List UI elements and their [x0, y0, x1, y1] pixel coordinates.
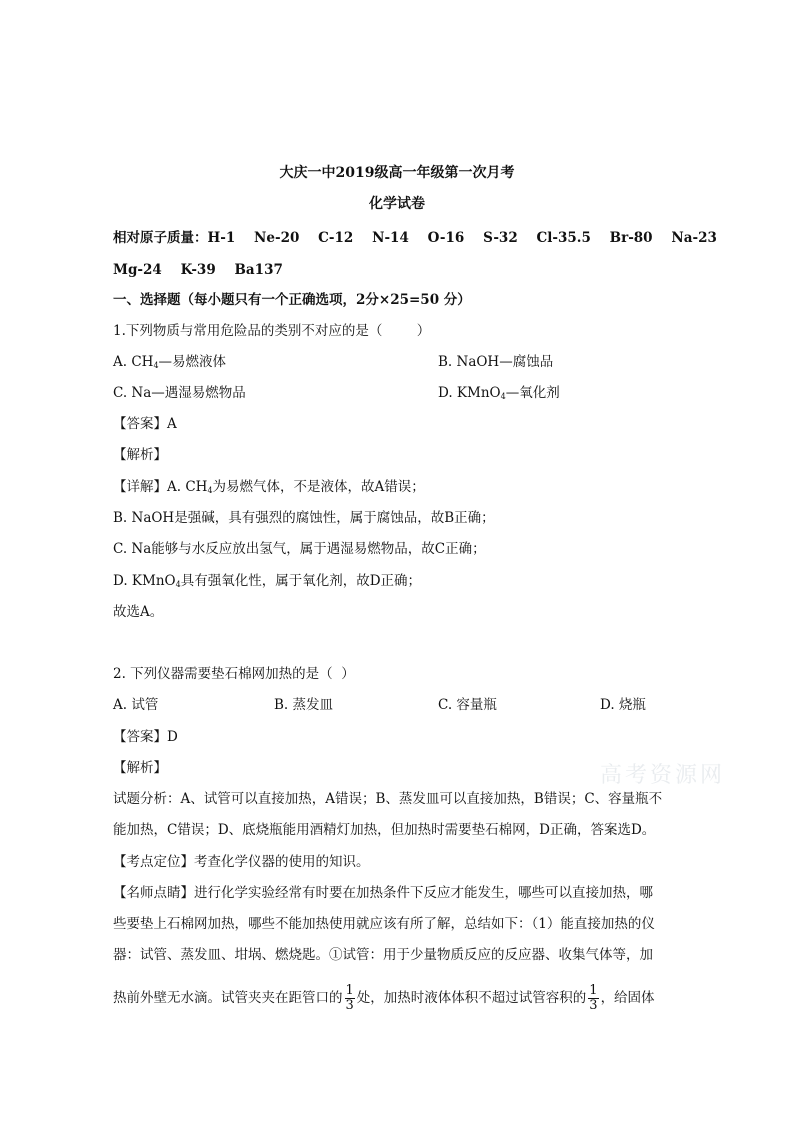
fraction-one-third: $\frac{1}{3}$ — [589, 983, 598, 1013]
q1-option-c: C. Na—遇湿易燃物品 — [113, 385, 246, 401]
q2-mingshi-line-1: 【名师点睛】进行化学实验经常有时要在加热条件下反应才能发生，哪些可以直接加热，哪 — [113, 885, 653, 901]
q1-explain-b: B. NaOH是强碱，具有强烈的腐蚀性，属于腐蚀品，故B正确； — [113, 510, 495, 526]
subject-title: 化学试卷 — [369, 196, 425, 212]
q1-option-d: D. KMnO$_4$—氧化剂 — [438, 385, 560, 401]
atomic-mass-line-2: Mg-24 K-39 Ba137 — [113, 262, 283, 278]
question-1-stem: 1.下列物质与常用危险品的类别不对应的是（ ） — [113, 323, 431, 339]
q2-option-d: D. 烧瓶 — [600, 697, 646, 713]
q1-conclusion: 故选A。 — [113, 604, 164, 620]
q1-explain-c: C. Na能够与水反应放出氢气，属于遇湿易燃物品，故C正确； — [113, 541, 486, 557]
q1-analysis-label: 【解析】 — [113, 447, 167, 463]
q2-mingshi-line-4: 热前外壁无水滴。试管夹夹在距管口的 $\frac{1}{3}$ 处，加热时液体体积不超过试管容积的 $\frac{1}{3}$ ，给固体 — [113, 983, 655, 1013]
q2-option-c: C. 容量瓶 — [438, 697, 497, 713]
q1-detail: 【详解】A. $CH_4$为易燃气体，不是液体，故A错误； — [113, 479, 425, 495]
watermark: 高考资源网 — [600, 763, 726, 788]
q2-mingshi-line-3: 器：试管、蒸发皿、坩埚、燃烧匙。①试管：用于少量物质反应的反应器、收集气体等，加 — [113, 947, 653, 963]
q2-answer: 【答案】D — [113, 729, 178, 745]
q1-explain-d: D. KMnO$_4$具有强氧化性，属于氧化剂，故D正确； — [113, 573, 422, 589]
question-2-stem: 2. 下列仪器需要垫石棉网加热的是（ ） — [113, 666, 355, 682]
q1-option-a: A. $CH_4—$易燃液体 — [113, 354, 227, 370]
q1-answer: 【答案】A — [113, 416, 177, 432]
fraction-one-third: $\frac{1}{3}$ — [345, 983, 354, 1013]
q2-kaodian: 【考点定位】考查化学仪器的使用的知识。 — [113, 854, 370, 870]
q2-option-b: B. 蒸发皿 — [274, 697, 334, 713]
section-heading: 一、选择题（每小题只有一个正确选项，2分×25=50 分） — [113, 292, 471, 308]
q1-option-b: B. NaOH—腐蚀品 — [438, 354, 554, 370]
atomic-mass-line-1: 相对原子质量：H-1 Ne-20 C-12 N-14 O-16 S-32 Cl-35.5 Br-80 Na-23 — [113, 230, 717, 246]
q2-analysis-line-1: 试题分析：A、试管可以直接加热，A错误；B、蒸发皿可以直接加热，B错误；C、容量瓶不 — [113, 791, 663, 807]
q2-analysis-line-2: 能加热，C错误；D、底烧瓶能用酒精灯加热，但加热时需要垫石棉网，D正确，答案选D。 — [113, 822, 656, 838]
q2-analysis-label: 【解析】 — [113, 760, 167, 776]
q2-mingshi-line-2: 些要垫上石棉网加热，哪些不能加热使用就应该有所了解，总结如下：（1）能直接加热的仪 — [113, 916, 655, 932]
q2-option-a: A. 试管 — [113, 697, 159, 713]
exam-title: 大庆一中2019级高一年级第一次月考 — [279, 165, 515, 181]
